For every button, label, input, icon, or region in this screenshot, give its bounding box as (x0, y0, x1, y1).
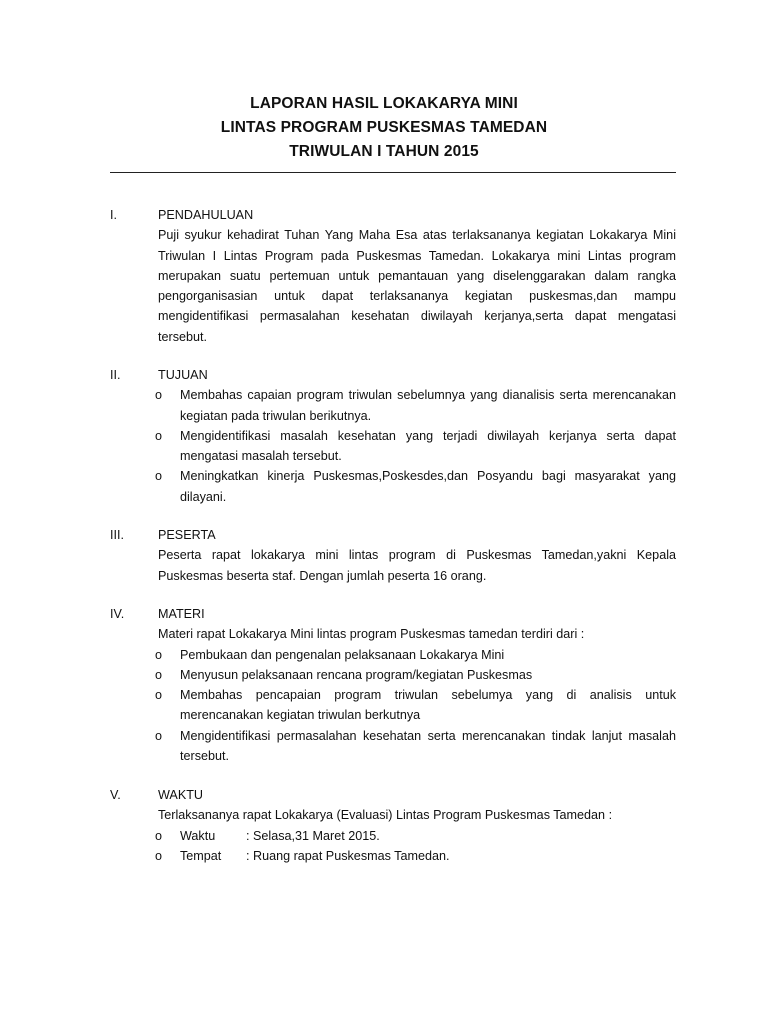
bullet-icon: o (155, 667, 163, 682)
detail-value: : Ruang rapat Puskesmas Tamedan. (246, 848, 450, 863)
bullet-icon: o (155, 388, 163, 403)
list-item: o Mengidentifikasi permasalahan kesehatan serta merencanakan tindak lanjut masalah tersebut. (180, 726, 676, 767)
section-paragraph: Materi rapat Lokakarya Mini lintas program Puskesmas tamedan terdiri dari : (158, 627, 585, 642)
list-item (155, 826, 676, 846)
section-peserta (110, 525, 676, 586)
section-materi (110, 604, 676, 766)
section-heading: TUJUAN (158, 368, 208, 382)
title-line-3: TRIWULAN I TAHUN 2015 (289, 143, 479, 160)
bullet-icon: o (155, 828, 163, 843)
title-line-2: LINTAS PROGRAM PUSKESMAS TAMEDAN (220, 119, 548, 136)
tujuan-list (155, 385, 676, 507)
section-heading: MATERI (158, 607, 205, 621)
detail-label: Waktu (180, 828, 216, 843)
section-pendahuluan (110, 205, 676, 347)
title-divider (110, 172, 676, 173)
section-paragraph: Puji syukur kehadirat Tuhan Yang Maha Esa atas terlaksananya kegiatan Lokakarya Mini Triwulan I Lintas Program pada Puskesmas Tamedan. Lokakarya mini Lintas program merupakan suatu pertemuan untuk pemantauan yang diselenggarakan dalam rangka pengorganisasian untuk dapat terlaksananya kegiatan puskesmas,dan mampu mengidentifikasi permasalahan kesehatan diwilayah kerjanya,serta dapat mengatasi tersebut. (158, 228, 676, 344)
title-line-1: LAPORAN HASIL LOKAKARYA MINI (250, 95, 518, 112)
section-heading: PENDAHULUAN (158, 208, 254, 222)
list-item (155, 846, 676, 866)
section-number: IV. (110, 607, 125, 621)
list-item: o Pembukaan dan pengenalan pelaksanaan Lokakarya Mini (180, 645, 676, 665)
list-item: o Mengidentifikasi masalah kesehatan yang terjadi diwilayah kerjanya serta dapat mengatasi masalah tersebut. (180, 426, 676, 467)
detail-label: Tempat (180, 848, 222, 863)
bullet-icon: o (155, 728, 163, 743)
bullet-icon: o (155, 848, 163, 863)
section-waktu (110, 785, 676, 866)
section-number: II. (110, 368, 121, 382)
bullet-icon: o (155, 428, 163, 443)
section-number: V. (110, 788, 121, 802)
bullet-icon: o (155, 647, 163, 662)
list-item: o Membahas capaian program triwulan sebelumnya yang dianalisis serta merencanakan kegiatan pada triwulan berikutnya. (180, 385, 676, 426)
section-tujuan (110, 365, 676, 507)
section-heading: PESERTA (158, 528, 216, 542)
list-item: o Menyusun pelaksanaan rencana program/kegiatan Puskesmas (180, 665, 676, 685)
section-number: I. (110, 208, 117, 222)
bullet-icon: o (155, 688, 163, 703)
section-paragraph: Terlaksananya rapat Lokakarya (Evaluasi) Lintas Program Puskesmas Tamedan : (158, 808, 613, 823)
list-item: o Membahas pencapaian program triwulan sebelumya yang di analisis untuk merencanakan kegiatan triwulan berkutnya (180, 685, 676, 726)
materi-list (155, 645, 676, 767)
section-paragraph: Peserta rapat lokakarya mini lintas program di Puskesmas Tamedan,yakni Kepala Puskesmas beserta staf. Dengan jumlah peserta 16 orang. (158, 548, 676, 583)
section-number: III. (110, 528, 124, 542)
waktu-details (155, 826, 676, 867)
bullet-icon: o (155, 469, 163, 484)
list-item: o Meningkatkan kinerja Puskesmas,Poskesdes,dan Posyandu bagi masyarakat yang dilayani. (180, 466, 676, 507)
detail-value: : Selasa,31 Maret 2015. (246, 828, 380, 843)
document-title (0, 92, 768, 164)
section-heading: WAKTU (158, 788, 204, 802)
